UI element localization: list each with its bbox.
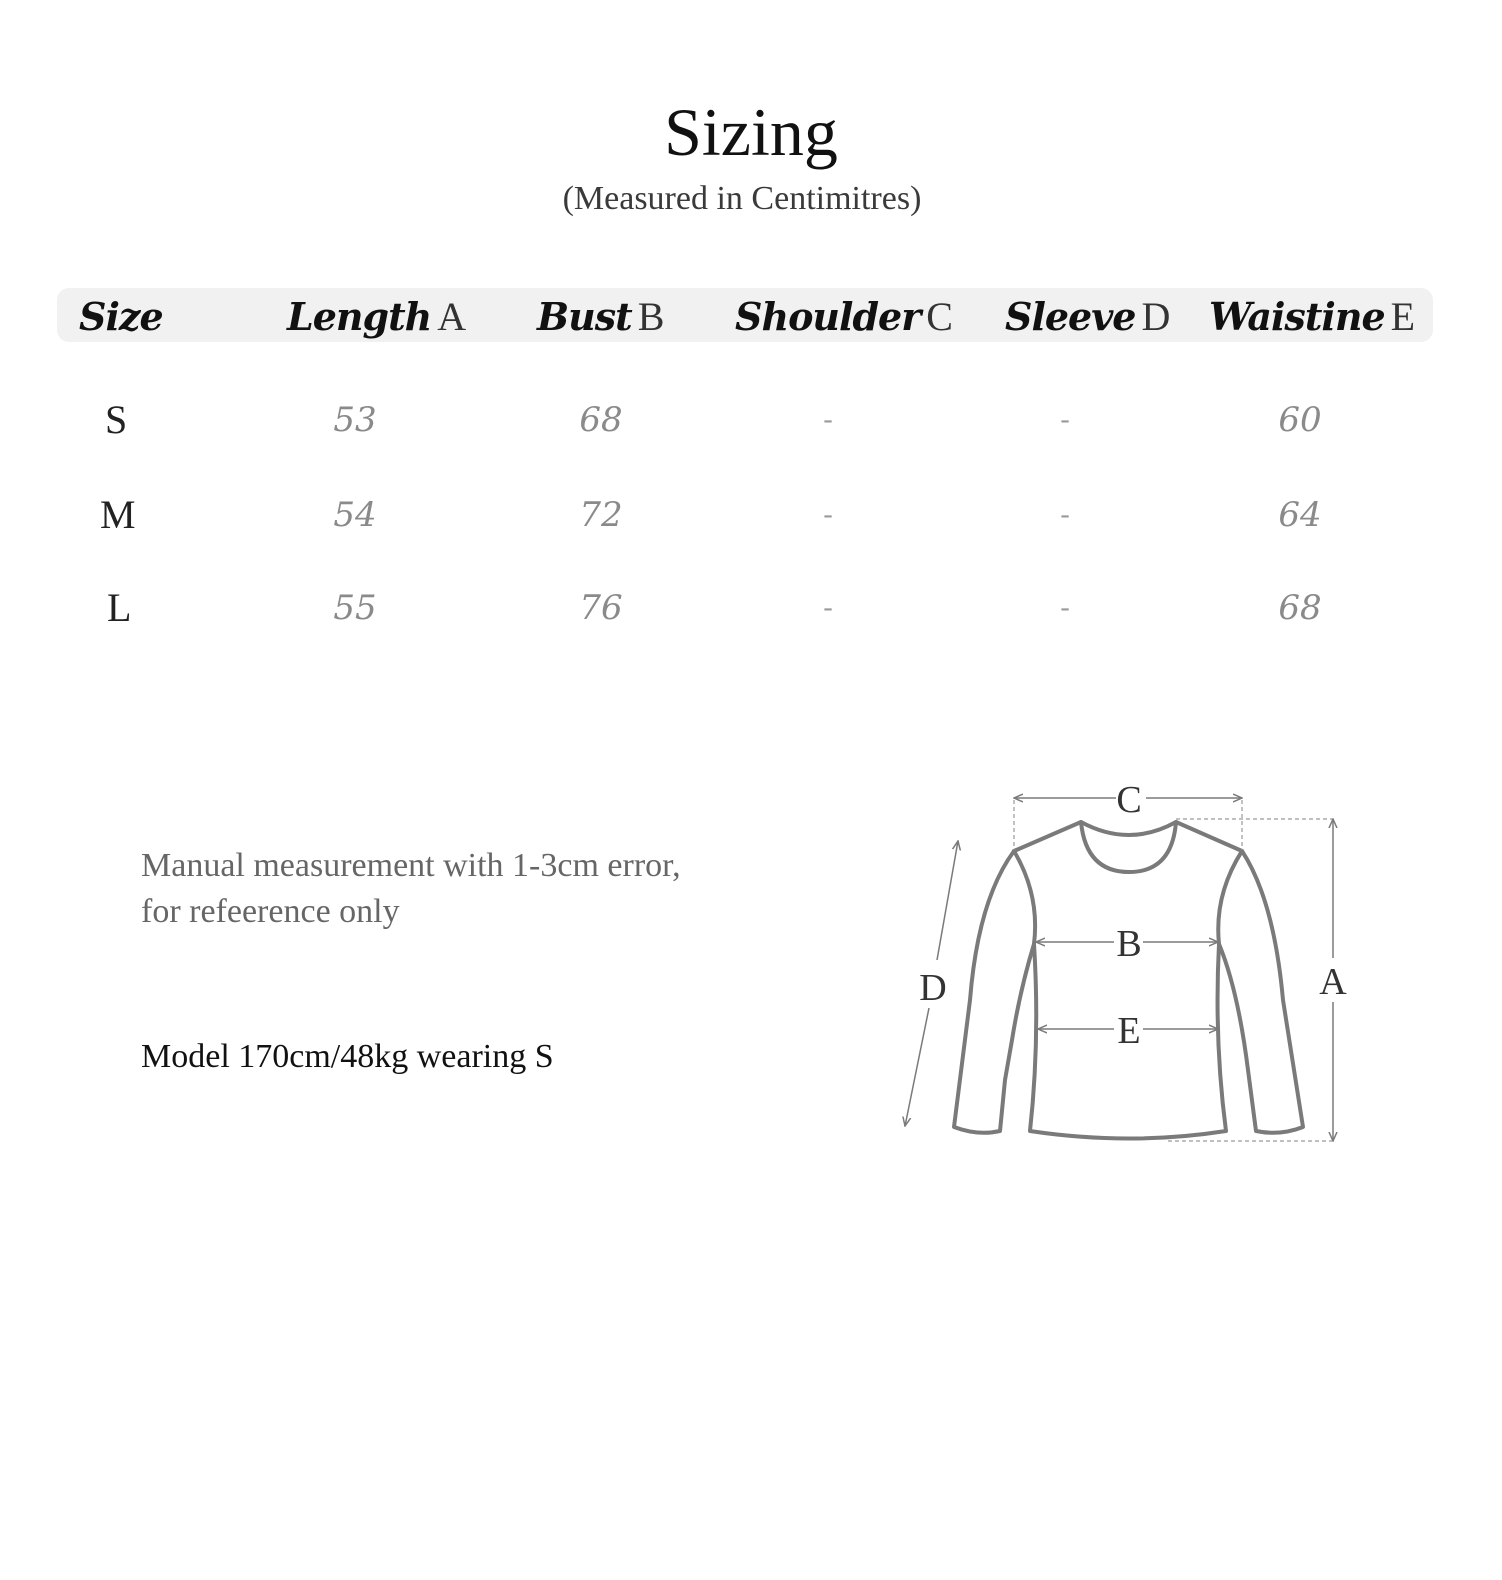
header-sleeve-letter: D — [1141, 294, 1171, 339]
cell-bust: 76 — [579, 588, 623, 628]
measurement-note-line1: Manual measurement with 1-3cm error, — [141, 847, 681, 884]
header-length-label: Length — [287, 294, 432, 339]
table-row — [57, 578, 1433, 638]
measurement-note-line2: for refeerence only — [141, 893, 400, 930]
header-size — [79, 288, 163, 342]
page-title: Sizing — [664, 94, 838, 170]
cell-size: S — [105, 397, 128, 442]
label-c: C — [1116, 779, 1142, 821]
measure-c — [1014, 779, 1242, 850]
table-row — [57, 485, 1433, 545]
page-subtitle: (Measured in Centimitres) — [562, 180, 922, 217]
label-b: B — [1116, 923, 1142, 965]
measure-a — [1168, 819, 1347, 1141]
cell-size: L — [107, 585, 132, 630]
model-info: Model 170cm/48kg wearing S — [141, 1038, 554, 1075]
measurement-note — [141, 843, 841, 935]
cell-shoulder: - — [823, 592, 833, 623]
sweater-outline — [954, 822, 1303, 1139]
table-row — [57, 390, 1433, 450]
header-waist — [1209, 288, 1415, 342]
header-length — [287, 288, 466, 342]
cell-shoulder: - — [823, 404, 833, 435]
cell-bust: 68 — [579, 400, 623, 440]
header-bust-label: Bust — [537, 294, 632, 339]
cell-sleeve: - — [1060, 499, 1070, 530]
cell-length: 54 — [333, 495, 377, 535]
label-a: A — [1319, 961, 1347, 1003]
header-shoulder — [735, 288, 953, 342]
header-waist-label: Waistine — [1209, 294, 1385, 339]
header-size-label: Size — [79, 294, 163, 339]
garment-diagram — [880, 770, 1380, 1170]
table-header — [57, 288, 1433, 342]
cell-waist: 60 — [1278, 400, 1322, 440]
header-waist-letter: E — [1390, 294, 1416, 339]
header-sleeve-label: Sleeve — [1005, 294, 1136, 339]
cell-sleeve: - — [1060, 404, 1070, 435]
header-sleeve — [1005, 288, 1170, 342]
cell-waist: 64 — [1278, 495, 1322, 535]
header-bust-letter: B — [637, 294, 665, 339]
header-length-letter: A — [437, 294, 467, 339]
header-bust — [537, 288, 664, 342]
cell-shoulder: - — [823, 499, 833, 530]
measure-e — [1038, 1010, 1218, 1052]
header-shoulder-letter: C — [926, 294, 953, 339]
cell-size: M — [100, 492, 136, 537]
cell-length: 55 — [333, 588, 377, 628]
cell-bust: 72 — [579, 495, 623, 535]
measure-b — [1036, 923, 1218, 965]
label-e: E — [1117, 1010, 1141, 1052]
cell-length: 53 — [333, 400, 377, 440]
label-d: D — [919, 967, 947, 1009]
cell-waist: 68 — [1278, 588, 1322, 628]
header-shoulder-label: Shoulder — [735, 294, 921, 339]
measure-d — [905, 841, 958, 1126]
cell-sleeve: - — [1060, 592, 1070, 623]
